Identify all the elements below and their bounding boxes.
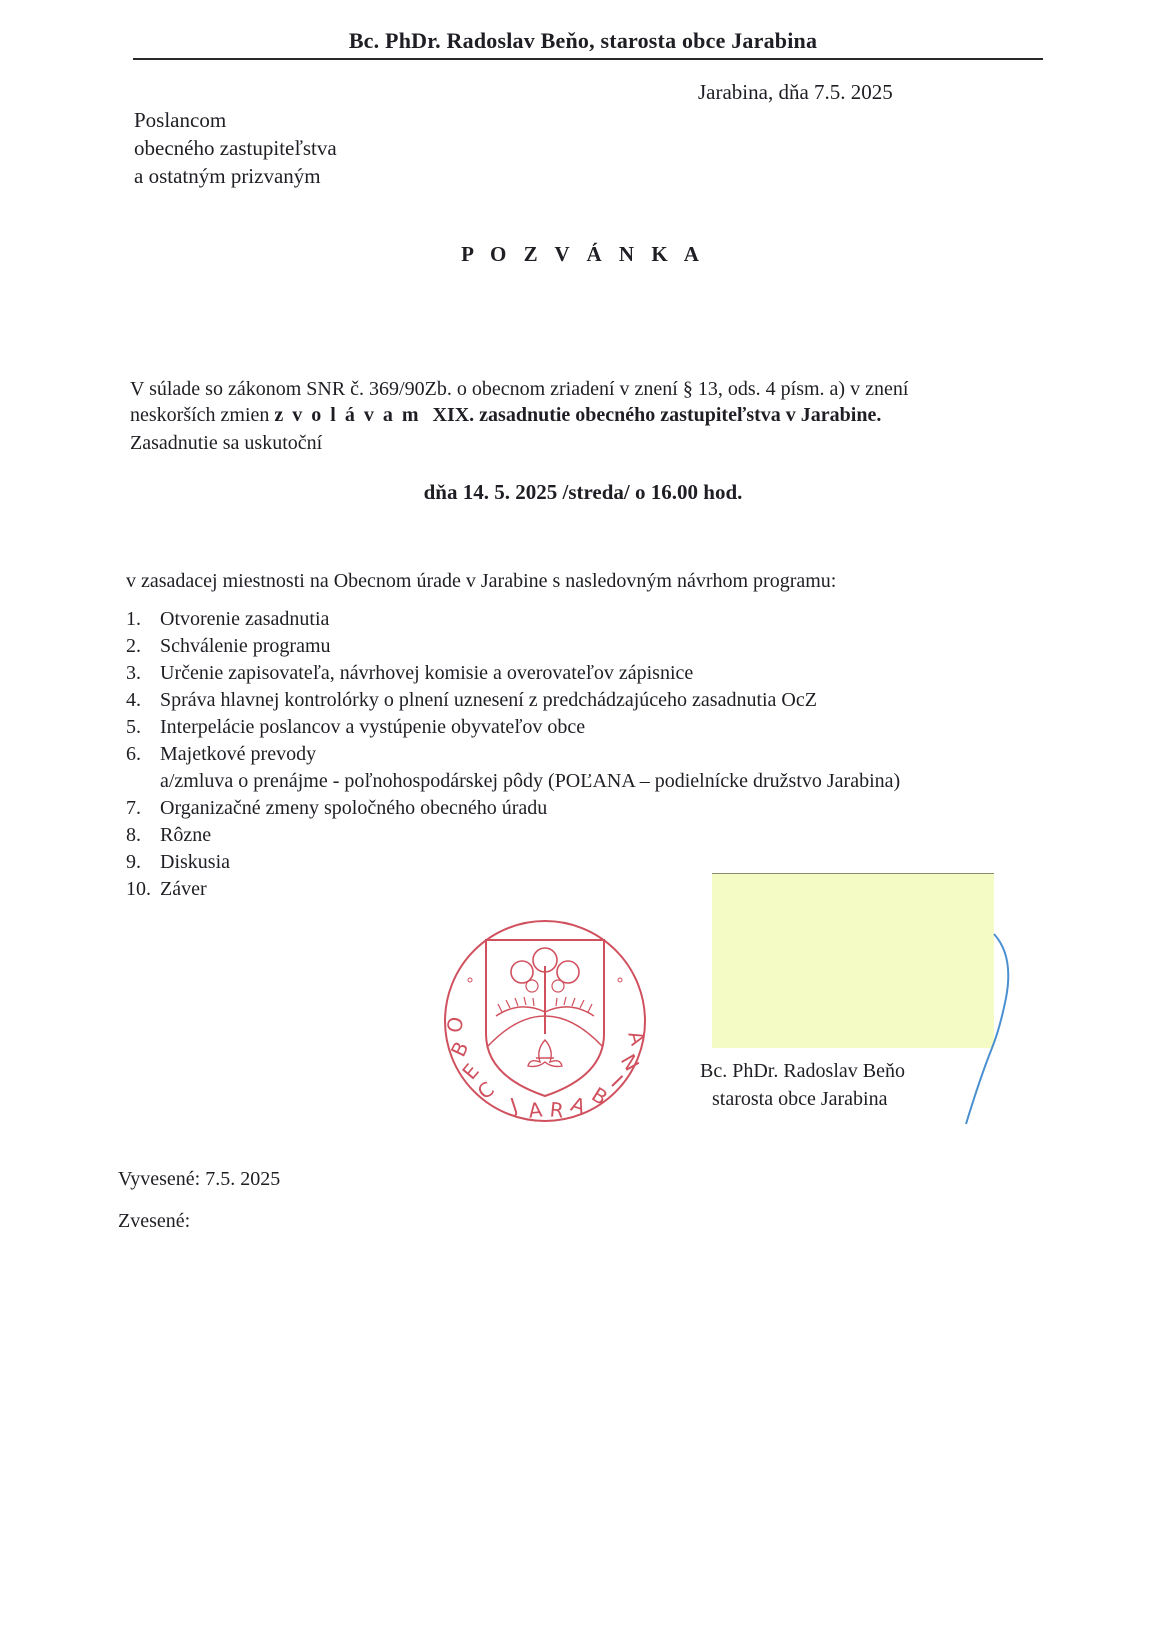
location-line: v zasadacej miestnosti na Obecnom úrade v Jarabine s nasledovným návrhom programu:	[126, 570, 837, 592]
body-line-1: V súlade so zákonom SNR č. 369/90Zb. o obecnom zriadení v znení § 13, ods. 4 písm. a) v znení	[130, 378, 909, 400]
svg-text:J: J	[507, 1093, 521, 1118]
convene-word: zvolávam	[274, 404, 428, 426]
agenda-item	[126, 797, 547, 820]
agenda-text: Interpelácie poslancov a vystúpenie obyvateľov obce	[160, 716, 586, 738]
recipient-line-2: obecného zastupiteľstva	[134, 136, 337, 160]
agenda-text: a/zmluva o prenájme - poľnohospodárskej pôdy (POĽANA – podielnícke družstvo Jarabina)	[160, 770, 901, 792]
municipal-seal-icon	[440, 916, 650, 1126]
agenda-number: 8.	[126, 824, 141, 846]
agenda-text: Otvorenie zasadnutia	[160, 608, 330, 630]
agenda-number: 10.	[126, 878, 151, 900]
svg-text:A: A	[623, 1028, 650, 1048]
agenda-item	[126, 851, 230, 874]
agenda-number: 4.	[126, 689, 141, 711]
posted-date: Vyvesené: 7.5. 2025	[118, 1168, 281, 1190]
svg-text:E: E	[457, 1058, 484, 1085]
agenda-text: Správa hlavnej kontrolórky o plnení uznesení z predchádzajúceho zasadnutia OcZ	[160, 689, 817, 711]
signatory-name: Bc. PhDr. Radoslav Beňo	[700, 1060, 905, 1082]
body-line-3: Zasadnutie sa uskutoční	[130, 432, 323, 454]
svg-text:B: B	[587, 1082, 612, 1110]
agenda-number: 3.	[126, 662, 141, 684]
agenda-text: Schválenie programu	[160, 635, 331, 657]
svg-text:C: C	[472, 1076, 499, 1105]
agenda-item	[126, 743, 316, 766]
agenda-text: Organizačné zmeny spoločného obecného úradu	[160, 797, 548, 819]
agenda-number: 9.	[126, 851, 141, 873]
recipient-line-3: a ostatným prizvaným	[134, 164, 321, 188]
agenda-item	[126, 689, 817, 712]
svg-text:A: A	[527, 1097, 544, 1123]
agenda-number: 7.	[126, 797, 141, 819]
agenda-item	[126, 824, 211, 847]
agenda-subitem	[126, 770, 900, 793]
agenda-item	[126, 608, 329, 631]
agenda-text: Diskusia	[160, 851, 230, 873]
sticky-note	[712, 873, 994, 1048]
agenda-number: 6.	[126, 743, 141, 765]
svg-text:A: A	[567, 1091, 589, 1119]
svg-text:B: B	[445, 1037, 474, 1061]
agenda-item	[126, 662, 693, 685]
agenda-text: Majetkové prevody	[160, 743, 317, 765]
letterhead-name: Bc. PhDr. Radoslav Beňo, starosta obce Jarabina	[348, 28, 818, 53]
signature-stroke-icon	[958, 928, 1018, 1128]
agenda-item	[126, 878, 207, 901]
agenda-item	[126, 716, 585, 739]
letterhead-rule	[133, 58, 1043, 60]
agenda-text: Rôzne	[160, 824, 212, 846]
agenda-text: Určenie zapisovateľa, návrhovej komisie a overovateľov zápisnice	[160, 662, 694, 684]
session-name: XIX. zasadnutie obecného zastupiteľstva v Jarabine.	[427, 404, 882, 426]
svg-text:N: N	[615, 1050, 645, 1075]
meeting-time: dňa 14. 5. 2025 /streda/ o 16.00 hod.	[423, 480, 743, 504]
agenda-number: 1.	[126, 608, 141, 630]
agenda-number: 5.	[126, 716, 141, 738]
removed-date: Zvesené:	[118, 1210, 191, 1232]
svg-text:I: I	[606, 1070, 628, 1092]
svg-text:R: R	[548, 1097, 565, 1123]
body-line-2-start: neskorších zmien	[130, 404, 275, 426]
agenda-text: Záver	[160, 878, 207, 900]
agenda-number: 2.	[126, 635, 141, 657]
body-line-2	[130, 404, 881, 427]
signatory-role: starosta obce Jarabina	[712, 1088, 888, 1110]
agenda-item	[126, 635, 331, 658]
svg-text:O: O	[441, 1014, 469, 1035]
document-title: P O Z V Á N K A	[461, 242, 705, 266]
place-date: Jarabina, dňa 7.5. 2025	[698, 80, 893, 104]
recipient-line-1: Poslancom	[134, 108, 227, 132]
